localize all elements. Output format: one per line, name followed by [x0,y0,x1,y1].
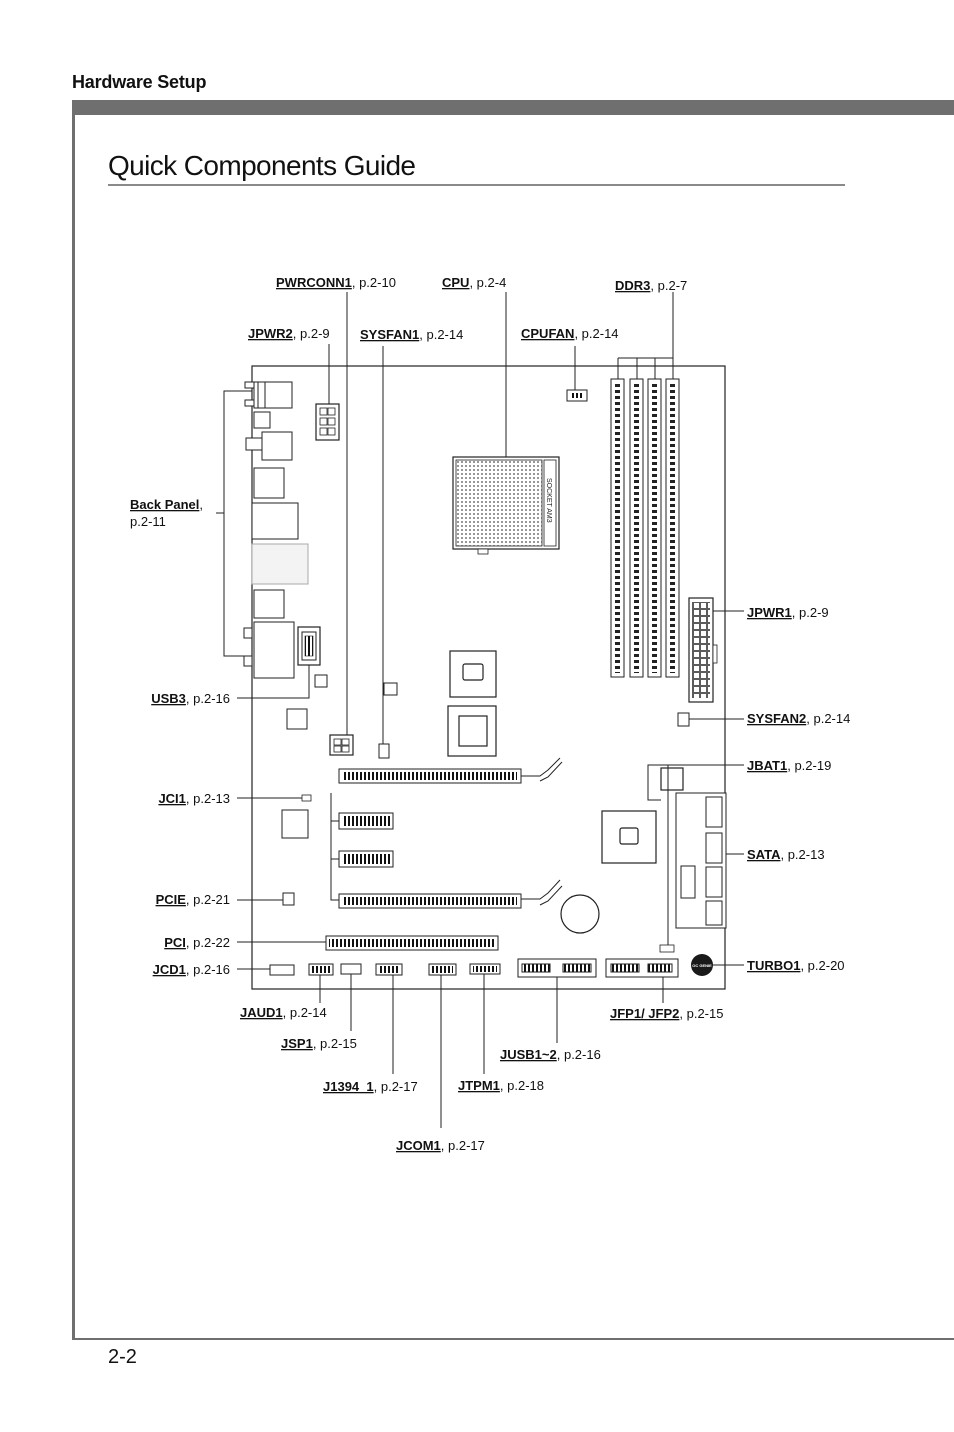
oc-genie-label: OC GENIE [692,963,712,968]
pwrconn1-connector [330,735,353,755]
label-jpwr2: JPWR2, p.2-9 [248,326,330,341]
label-pcie: PCIE, p.2-21 [155,892,230,907]
label-cpufan: CPUFAN, p.2-14 [521,326,619,341]
label-jaud1: JAUD1, p.2-14 [240,1005,327,1020]
cmos-battery [561,895,599,933]
label-jusb: JUSB1~2, p.2-16 [500,1047,601,1062]
page-number: 2-2 [108,1346,137,1368]
ddr3-slots [611,379,679,677]
label-j1394: J1394_1, p.2-17 [323,1079,418,1094]
misc-chips [282,675,397,905]
page-heading: Quick Components Guide [108,150,416,181]
bottom-headers [270,959,678,977]
label-cpu: CPU, p.2-4 [442,275,507,290]
label-turbo1: TURBO1, p.2-20 [747,958,845,973]
label-jcom1: JCOM1, p.2-17 [396,1138,485,1153]
label-sysfan1: SYSFAN1, p.2-14 [360,327,464,342]
jpwr1-connector [689,598,717,702]
label-jtpm1: JTPM1, p.2-18 [458,1078,544,1093]
sysfan2-header [678,713,689,726]
turbo1-button [691,954,713,976]
pcie-x16-slot-1 [339,758,562,783]
cpufan-header [567,390,587,401]
pcie-x1-slots [339,813,393,867]
socket-label: SOCKET AM3 [545,478,552,523]
label-pci: PCI, p.2-22 [164,935,230,950]
label-usb3: USB3, p.2-16 [151,691,230,706]
label-jsp1: JSP1, p.2-15 [281,1036,357,1051]
label-back-panel-page: p.2-11 [130,514,166,529]
jbat1-header [660,945,674,952]
sysfan1-header [379,744,389,758]
pcie-x16-slot-2 [339,880,562,908]
label-sata: SATA, p.2-13 [747,847,825,862]
label-jci1: JCI1, p.2-13 [158,791,230,806]
label-back-panel: Back Panel, [130,497,203,512]
pci-slot [326,936,498,950]
cpu-socket [453,457,559,554]
label-jfp: JFP1/ JFP2, p.2-15 [610,1006,724,1021]
jci1-header [302,795,311,801]
jpwr2-connector [316,404,339,440]
label-ddr3: DDR3, p.2-7 [615,278,688,293]
usb3-header [298,627,320,665]
label-pwrconn1: PWRCONN1, p.2-10 [276,275,396,290]
label-jbat1: JBAT1, p.2-19 [747,758,832,773]
chipset [448,651,683,863]
label-jcd1: JCD1, p.2-16 [152,962,230,977]
label-jpwr1: JPWR1, p.2-9 [747,605,829,620]
section-title: Hardware Setup [72,72,207,92]
label-sysfan2: SYSFAN2, p.2-14 [747,711,851,726]
sata-connectors [676,793,726,928]
